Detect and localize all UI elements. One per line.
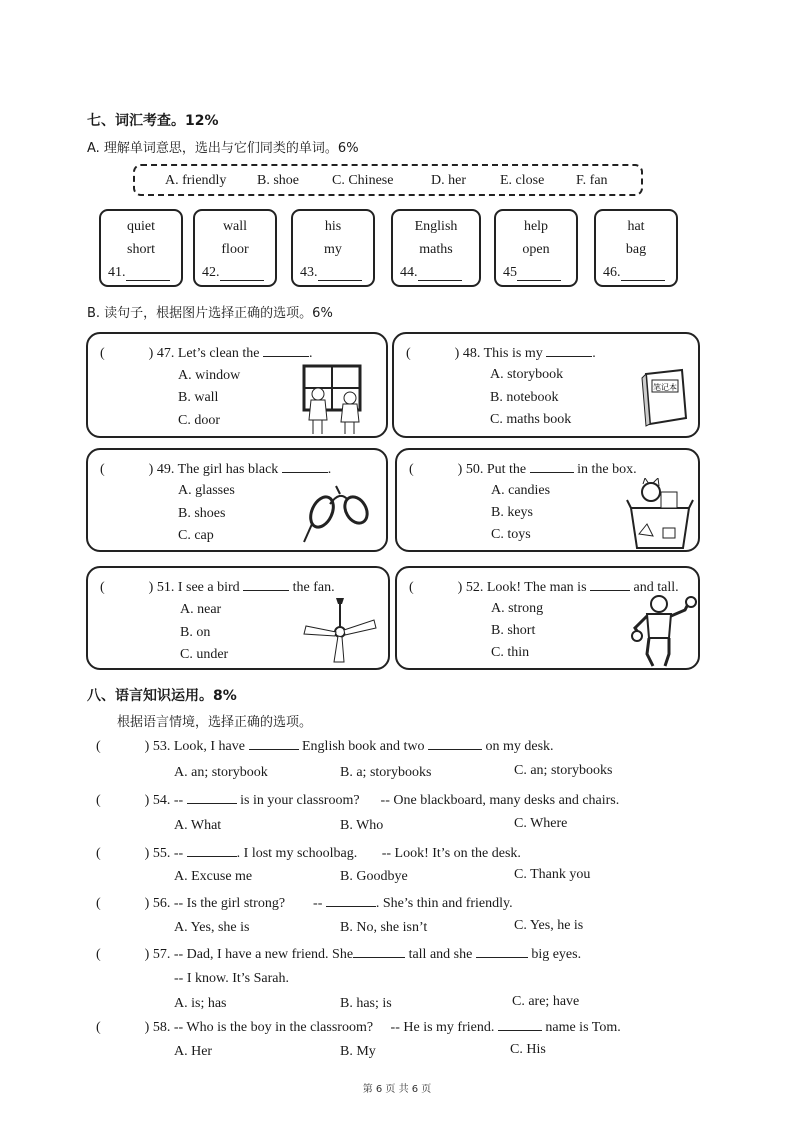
word: floor <box>221 242 249 257</box>
word-box-44 <box>391 209 481 287</box>
answer-line[interactable] <box>202 265 264 281</box>
word: quiet <box>127 219 155 234</box>
option-a: A. friendly <box>165 173 227 188</box>
page-footer: 第 6 页 共 6 页 <box>362 1084 432 1095</box>
choice-c[interactable]: C. are; have <box>512 994 580 1009</box>
section8-instruction: 根据语言情境，选择正确的选项。 <box>117 715 313 730</box>
answer-line[interactable] <box>603 265 665 281</box>
question-box-48 <box>392 332 700 438</box>
question-box-49 <box>86 448 388 552</box>
question-57-reply: -- I know. It’s Sarah. <box>174 971 289 986</box>
question-box-47 <box>86 332 388 438</box>
question-number: 46. <box>603 265 621 280</box>
choice-b[interactable]: B. short <box>491 623 536 638</box>
choice-c[interactable]: C. an; storybooks <box>514 763 613 778</box>
choice-a[interactable]: A. Her <box>174 1044 213 1059</box>
choice-b[interactable]: B. Who <box>340 818 384 833</box>
choice-b[interactable]: B. No, she isn’t <box>340 920 428 935</box>
choice-b[interactable]: B. shoes <box>178 506 226 521</box>
choice-a[interactable]: A. glasses <box>178 483 235 498</box>
girls-cleaning-window-image <box>300 364 366 436</box>
choice-a[interactable]: A. storybook <box>490 367 564 382</box>
choice-a[interactable]: A. is; has <box>174 996 227 1011</box>
choice-a[interactable]: A. strong <box>491 601 544 616</box>
choice-b[interactable]: B. wall <box>178 390 219 405</box>
toy-box-image <box>625 478 695 550</box>
word: wall <box>222 219 248 234</box>
question-57: ( ) 57. -- Dad, I have a new friend. She tall and she big eyes. <box>96 947 582 962</box>
choice-a[interactable]: A. candies <box>491 483 551 498</box>
choice-c[interactable]: C. thin <box>491 645 530 660</box>
choice-b[interactable]: B. has; is <box>340 996 392 1011</box>
option-b: B. shoe <box>257 173 299 188</box>
question-text: ( ) 47. Let’s clean the . <box>100 346 313 361</box>
choice-a[interactable]: A. window <box>178 368 241 383</box>
word-box-46 <box>594 209 678 287</box>
question-54: ( ) 54. -- is in your classroom? -- One blackboard, many desks and chairs. <box>96 793 620 808</box>
choice-b[interactable]: B. notebook <box>490 390 559 405</box>
partB-title: B. 读句子，根据图片选择正确的选项。6% <box>87 306 333 321</box>
choice-b[interactable]: B. a; storybooks <box>340 765 432 780</box>
word: hat <box>627 219 645 234</box>
ceiling-fan-image <box>302 598 378 664</box>
partA-title: A. 理解单词意思，选出与它们同类的单词。6% <box>87 141 359 156</box>
question-text: ( ) 49. The girl has black . <box>100 462 332 477</box>
choice-c[interactable]: C. Thank you <box>514 867 591 882</box>
section7-title: 七、词汇考查。12% <box>87 113 219 129</box>
choice-c[interactable]: C. His <box>510 1042 546 1057</box>
section8-title: 八、语言知识运用。8% <box>87 688 237 704</box>
question-number: 43. <box>300 265 318 280</box>
question-box-51 <box>86 566 390 670</box>
word-box-43 <box>291 209 375 287</box>
word-box-41 <box>99 209 183 287</box>
answer-line[interactable] <box>108 265 170 281</box>
word-options-bar <box>133 164 643 196</box>
notebook-image <box>638 368 690 428</box>
question-58: ( ) 58. -- Who is the boy in the classroom? -- He is my friend. name is Tom. <box>96 1020 621 1035</box>
question-53: ( ) 53. Look, I have English book and two on my desk. <box>96 739 554 754</box>
answer-line[interactable] <box>300 265 362 281</box>
question-number: 44. <box>400 265 418 280</box>
choice-a[interactable]: A. near <box>180 602 222 617</box>
choice-b[interactable]: B. Goodbye <box>340 869 408 884</box>
word: his <box>324 219 342 234</box>
question-number: 45 <box>503 265 517 280</box>
question-box-52 <box>395 566 700 670</box>
notebook-label: 笔记本 <box>653 383 677 392</box>
choice-c[interactable]: C. Yes, he is <box>514 918 584 933</box>
choice-b[interactable]: B. My <box>340 1044 376 1059</box>
choice-a[interactable]: A. an; storybook <box>174 765 268 780</box>
option-d: D. her <box>431 173 466 188</box>
answer-line[interactable] <box>503 265 561 281</box>
choice-c[interactable]: C. Where <box>514 816 568 831</box>
choice-c[interactable]: C. cap <box>178 528 214 543</box>
question-56: ( ) 56. -- Is the girl strong? -- . She’s thin and friendly. <box>96 896 513 911</box>
choice-c[interactable]: C. under <box>180 647 229 662</box>
word-box-45 <box>494 209 578 287</box>
choice-b[interactable]: B. keys <box>491 505 533 520</box>
question-text: ( ) 52. Look! The man is and tall. <box>409 580 679 595</box>
choice-a[interactable]: A. Yes, she is <box>174 920 250 935</box>
choice-c[interactable]: C. toys <box>491 527 531 542</box>
question-number: 42. <box>202 265 220 280</box>
choice-a[interactable]: A. Excuse me <box>174 869 253 884</box>
word: open <box>522 242 550 257</box>
choice-c[interactable]: C. door <box>178 413 220 428</box>
choice-c[interactable]: C. maths book <box>490 412 572 427</box>
word: short <box>127 242 155 257</box>
strong-man-image <box>629 594 699 668</box>
question-text: ( ) 51. I see a bird the fan. <box>100 580 335 595</box>
option-f: F. fan <box>576 173 608 188</box>
word: maths <box>419 242 453 257</box>
word: help <box>523 219 549 234</box>
answer-line[interactable] <box>400 265 462 281</box>
word: English <box>414 219 458 234</box>
question-number: 41. <box>108 265 126 280</box>
question-55: ( ) 55. -- . I lost my schoolbag. -- Look! It’s on the desk. <box>96 846 521 861</box>
question-text: ( ) 50. Put the in the box. <box>409 462 637 477</box>
question-text: ( ) 48. This is my . <box>406 346 596 361</box>
word: my <box>324 242 342 257</box>
choice-a[interactable]: A. What <box>174 818 222 833</box>
word-box-42 <box>193 209 277 287</box>
glasses-image <box>300 484 380 544</box>
word: bag <box>625 242 647 257</box>
question-box-50 <box>395 448 700 552</box>
choice-b[interactable]: B. on <box>180 625 211 640</box>
option-c: C. Chinese <box>332 173 394 188</box>
option-e: E. close <box>500 173 545 188</box>
